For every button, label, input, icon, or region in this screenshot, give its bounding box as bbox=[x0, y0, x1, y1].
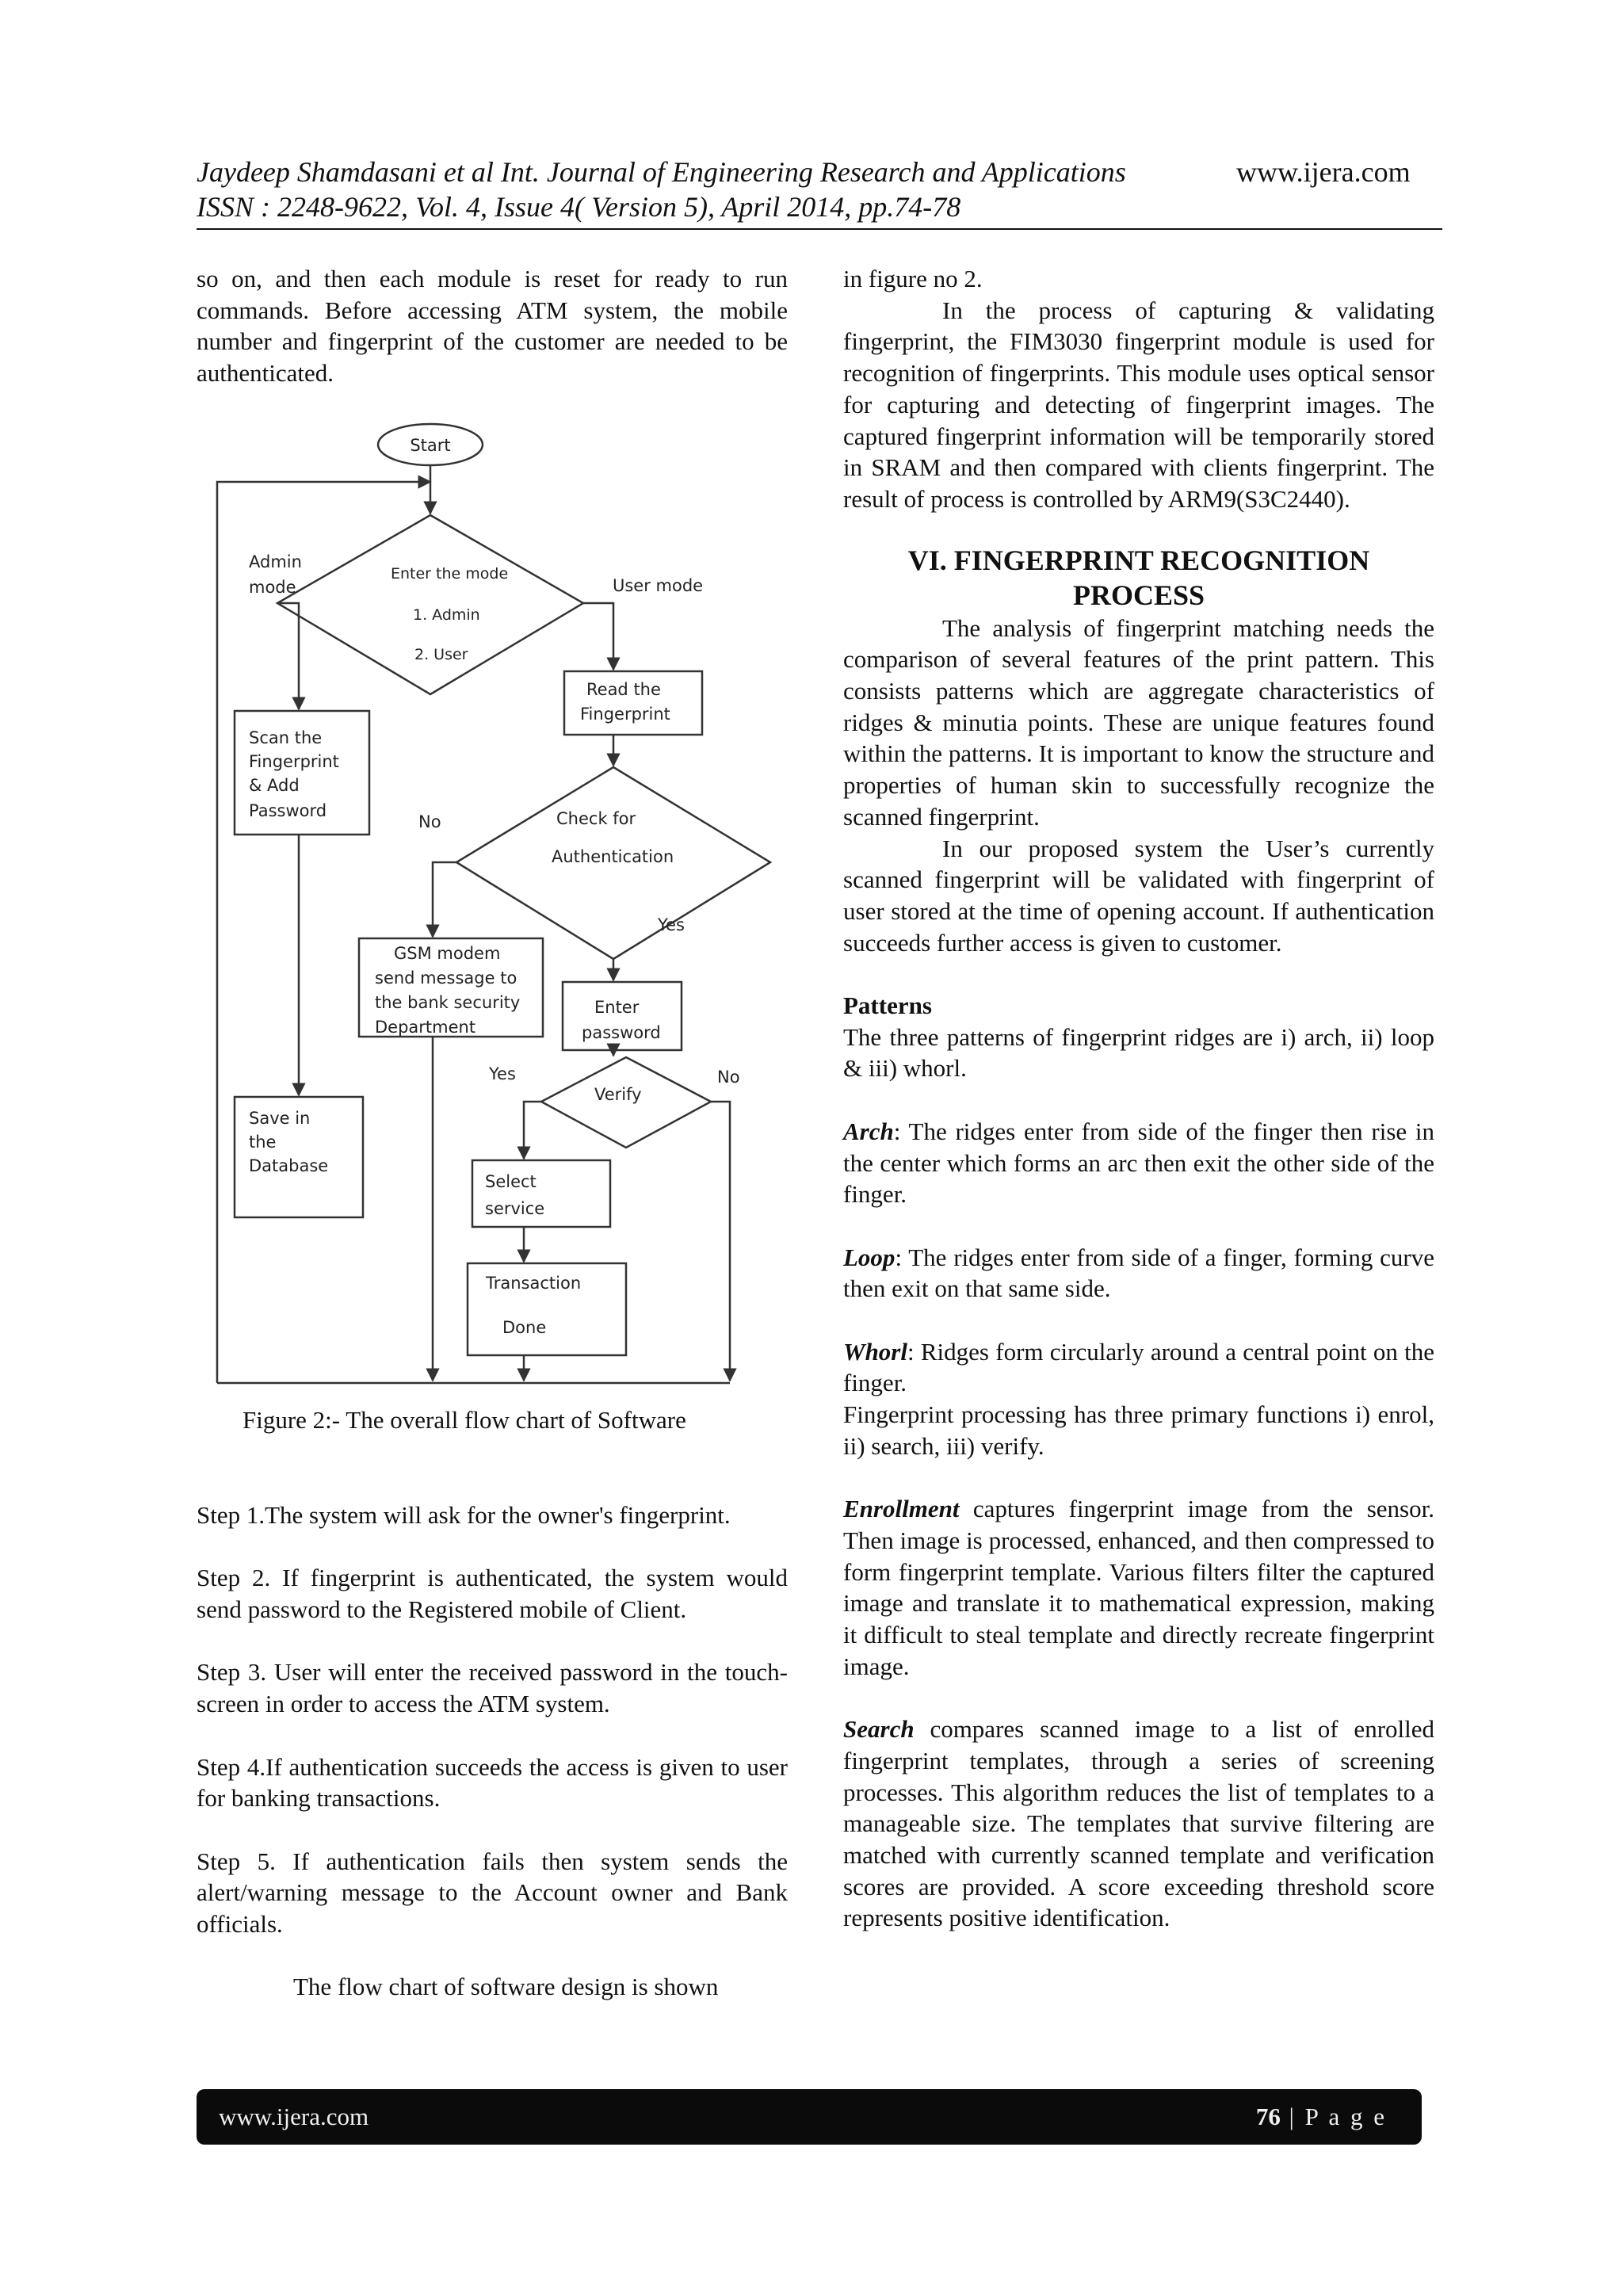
admin-mode-label: Admin bbox=[249, 552, 302, 571]
loop-paragraph bbox=[843, 1242, 1434, 1305]
admin-mode-label-2: mode bbox=[249, 578, 296, 597]
transaction-label-2: Done bbox=[502, 1318, 547, 1337]
journal-title-line: Jaydeep Shamdasani et al Int. Journal of Engineering Research and Applications bbox=[197, 156, 1126, 188]
save-database-label: Save in bbox=[249, 1109, 311, 1128]
scan-fingerprint-label-3: & Add bbox=[249, 776, 300, 795]
check-auth-label-2: Authentication bbox=[552, 847, 674, 866]
analysis-paragraph: The analysis of fingerprint matching needs the comparison of several features of the print pattern. This consists patterns which are aggregate characteristics of ridges & minutia points. These are unique features found within the patterns. It is important to know the structure and properties of human skin to successfully recognize the scanned fingerprint. bbox=[843, 613, 1434, 831]
search-text: compares scanned image to a list of enrolled fingerprint templates, through a series of screening processes. This algorithm reduces the list of templates to a manageable size. The templates that survive filtering are matched with currently scanned template and verification scores are provided. A score exceeding threshold score represents positive identification. bbox=[843, 1715, 1434, 1932]
arch-paragraph bbox=[843, 1116, 1434, 1210]
enter-password-label-2: password bbox=[582, 1023, 661, 1042]
user-mode-label: User mode bbox=[613, 576, 704, 595]
header-rule bbox=[197, 228, 1442, 230]
left-column-steps bbox=[197, 1499, 788, 2003]
scan-fingerprint-label-4: Password bbox=[249, 801, 327, 820]
select-service-label-2: service bbox=[485, 1199, 545, 1218]
mode-decision bbox=[277, 515, 583, 694]
figure-reference: in figure no 2. bbox=[843, 265, 983, 292]
whorl-term: Whorl bbox=[843, 1337, 907, 1366]
step-2: Step 2. If fingerprint is authenticated, the system would send password to the Registered mobile of Client. bbox=[197, 1564, 788, 1624]
software-flowchart bbox=[206, 412, 792, 1395]
search-paragraph bbox=[843, 1713, 1434, 1934]
scan-fingerprint-label: Scan the bbox=[249, 728, 323, 747]
select-service-label: Select bbox=[485, 1172, 537, 1191]
enrollment-term: Enrollment bbox=[843, 1495, 960, 1523]
step-4: Step 4.If authentication succeeds the access is given to user for banking transactions. bbox=[197, 1752, 788, 1813]
left-column-top bbox=[197, 263, 788, 389]
enter-mode-label: Enter the mode bbox=[391, 565, 509, 583]
footer-website: www.ijera.com bbox=[219, 2103, 369, 2130]
yes-label-auth: Yes bbox=[658, 915, 685, 934]
no-label-auth: No bbox=[418, 812, 441, 831]
patterns-text: The three patterns of fingerprint ridges are i) arch, ii) loop & iii) whorl. bbox=[843, 1022, 1434, 1083]
gsm-alert-label: GSM modem bbox=[394, 944, 501, 963]
gsm-alert-label-4: Department bbox=[375, 1018, 476, 1037]
intro-paragraph: so on, and then each module is reset for ready to run commands. Before accessing ATM system, the mobile number and fingerprint of the customer are needed to be authenticated. bbox=[197, 265, 788, 388]
issn-line: ISSN : 2248-9622, Vol. 4, Issue 4( Version 5), April 2014, pp.74-78 bbox=[197, 191, 961, 223]
section-title-line-2: PROCESS bbox=[1072, 579, 1205, 611]
enrollment-text: captures fingerprint image from the sensor. Then image is processed, enhanced, and then compressed to form fingerprint template. Various filters filter the captured image and translate it to mathematical expression, making it difficult to steal template and directly recreate fingerprint image. bbox=[843, 1495, 1434, 1680]
whorl-text: : Ridges form circularly around a central point on the finger. bbox=[843, 1337, 1434, 1397]
step-5: Step 5. If authentication fails then system sends the alert/warning message to the Account owner and Bank officials. bbox=[197, 1847, 788, 1939]
gsm-alert-label-3: the bank security bbox=[375, 993, 521, 1012]
page-suffix: | P a g e bbox=[1280, 2103, 1387, 2130]
search-term: Search bbox=[843, 1715, 915, 1744]
patterns-heading: Patterns bbox=[843, 991, 932, 1020]
read-fingerprint-label: Read the bbox=[586, 680, 661, 699]
arch-text: : The ridges enter from side of the finger then rise in the center which forms an arc then exit the other side of the finger. bbox=[843, 1117, 1434, 1209]
yes-label-verify: Yes bbox=[489, 1064, 516, 1083]
page-number: 76 bbox=[1255, 2103, 1281, 2130]
loop-term: Loop bbox=[843, 1243, 896, 1271]
section-title-line-1: VI. FINGERPRINT RECOGNITION bbox=[907, 544, 1370, 576]
save-database-label-2: the bbox=[249, 1133, 277, 1152]
right-column bbox=[843, 263, 1434, 1934]
proposed-system-paragraph: In our proposed system the User’s currently scanned fingerprint will be validated with fingerprint of user stored at the time of opening account. If authentication succeeds further access is given to customer. bbox=[843, 834, 1434, 957]
enter-password-label: Enter bbox=[594, 998, 640, 1017]
step-1: Step 1.The system will ask for the owner's fingerprint. bbox=[197, 1501, 731, 1529]
no-label-verify: No bbox=[717, 1068, 740, 1087]
fim3030-paragraph: In the process of capturing & validating fingerprint, the FIM3030 fingerprint module is used for recognition of fingerprints. This module uses optical sensor for capturing and detecting of fingerprint images. The captured fingerprint information will be temporarily stored in SRAM and then compared with clients fingerprint. The result of process is controlled by ARM9(S3C2440). bbox=[843, 296, 1434, 513]
gsm-alert-label-2: send message to bbox=[375, 968, 517, 988]
transaction-label: Transaction bbox=[486, 1274, 582, 1293]
scan-fingerprint-label-2: Fingerprint bbox=[249, 752, 339, 771]
start-label: Start bbox=[410, 436, 451, 455]
verify-label: Verify bbox=[594, 1085, 642, 1104]
enrollment-paragraph bbox=[843, 1493, 1434, 1682]
loop-text: : The ridges enter from side of a finger, forming curve then exit on that same side. bbox=[843, 1243, 1434, 1303]
arch-term: Arch bbox=[843, 1117, 894, 1145]
functions-text: Fingerprint processing has three primary functions i) enrol, ii) search, iii) verify. bbox=[843, 1400, 1434, 1460]
user-option-label: 2. User bbox=[414, 646, 468, 663]
check-auth-label: Check for bbox=[556, 809, 636, 828]
save-database-label-3: Database bbox=[249, 1156, 329, 1175]
figure-caption: Figure 2:- The overall flow chart of Software bbox=[242, 1406, 686, 1434]
closing-sentence: The flow chart of software design is shown bbox=[293, 1973, 719, 2001]
whorl-paragraph bbox=[843, 1336, 1434, 1399]
page-footer bbox=[197, 2089, 1422, 2145]
read-fingerprint-label-2: Fingerprint bbox=[580, 705, 670, 724]
header-website: www.ijera.com bbox=[1236, 156, 1411, 188]
admin-option-label: 1. Admin bbox=[413, 606, 480, 624]
footer-page bbox=[1256, 2089, 1387, 2145]
step-3: Step 3. User will enter the received password in the touch-screen in order to access the ATM system. bbox=[197, 1658, 788, 1718]
section-title bbox=[843, 543, 1434, 613]
